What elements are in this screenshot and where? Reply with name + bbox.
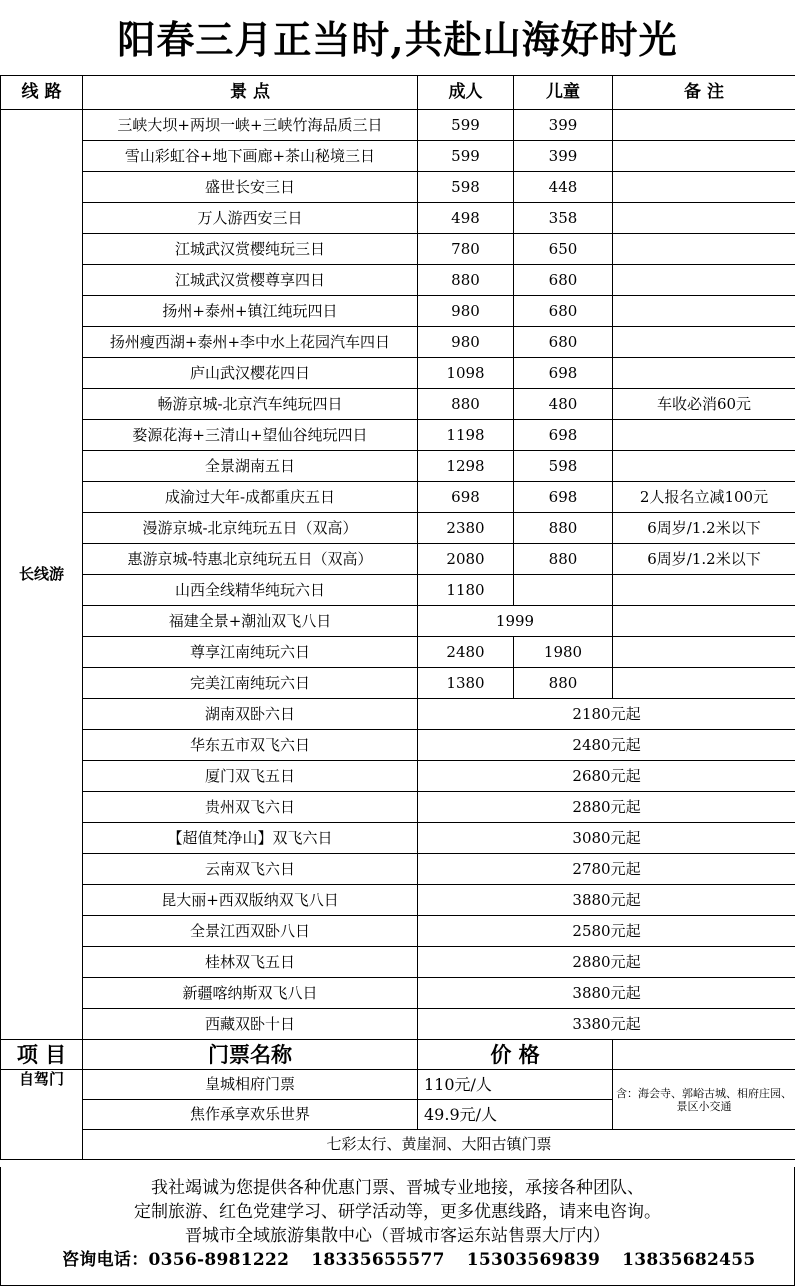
table-row <box>1 916 795 947</box>
table-row <box>1 792 795 823</box>
adult-price: 880 <box>418 389 514 420</box>
starting-price: 3380元起 <box>418 1009 795 1040</box>
child-price: 698 <box>514 482 613 513</box>
ticket-name: 皇城相府门票 <box>83 1070 418 1100</box>
adult-price: 599 <box>418 141 514 172</box>
route-name: 漫游京城-北京纯玩五日（双高） <box>83 513 418 544</box>
route-name: 华东五市双飞六日 <box>83 730 418 761</box>
child-price: 680 <box>514 265 613 296</box>
route-name: 桂林双飞五日 <box>83 947 418 978</box>
route-name: 扬州+泰州+镇江纯玩四日 <box>83 296 418 327</box>
child-price: 399 <box>514 110 613 141</box>
table-row <box>1 513 795 544</box>
route-name: 湖南双卧六日 <box>83 699 418 730</box>
table-row <box>1 327 795 358</box>
header-spot: 景 点 <box>83 76 418 110</box>
child-price: 1980 <box>514 637 613 668</box>
starting-price: 2880元起 <box>418 947 795 978</box>
route-name: 江城武汉赏樱尊享四日 <box>83 265 418 296</box>
route-note: 6周岁/1.2米以下 <box>613 544 795 575</box>
phone-number[interactable]: 15303569839 <box>466 1250 601 1270</box>
route-note <box>613 668 795 699</box>
table-row <box>1 234 795 265</box>
adult-price: 598 <box>418 172 514 203</box>
route-note <box>613 296 795 327</box>
route-note: 车收必消60元 <box>613 389 795 420</box>
phone-number[interactable]: 18335655577 <box>311 1250 445 1270</box>
child-price: 680 <box>514 327 613 358</box>
child-price: 880 <box>514 513 613 544</box>
route-note <box>613 575 795 606</box>
route-note <box>613 606 795 637</box>
table-row <box>1 668 795 699</box>
route-name: 全景湖南五日 <box>83 451 418 482</box>
table-row <box>1 110 795 141</box>
phone-number[interactable]: 13835682455 <box>622 1250 756 1270</box>
route-name: 万人游西安三日 <box>83 203 418 234</box>
route-name: 庐山武汉樱花四日 <box>83 358 418 389</box>
category-self-drive: 自驾门 <box>1 1070 83 1160</box>
adult-price: 1198 <box>418 420 514 451</box>
child-price <box>514 575 613 606</box>
child-price: 880 <box>514 668 613 699</box>
table-row <box>1 947 795 978</box>
route-note <box>613 637 795 668</box>
table-row <box>1 854 795 885</box>
starting-price: 2480元起 <box>418 730 795 761</box>
route-name: 三峡大坝+两坝一峡+三峡竹海品质三日 <box>83 110 418 141</box>
route-name: 厦门双飞五日 <box>83 761 418 792</box>
footer-line-2: 定制旅游、红色党建学习、研学活动等，更多优惠线路，请来电咨询。 <box>134 1202 661 1222</box>
child-price: 680 <box>514 296 613 327</box>
route-note <box>613 327 795 358</box>
phone-number[interactable]: 0356-8981222 <box>148 1250 290 1270</box>
route-name: 雪山彩虹谷+地下画廊+茶山秘境三日 <box>83 141 418 172</box>
table-row <box>1 575 795 606</box>
child-price: 480 <box>514 389 613 420</box>
tickets-header-name: 门票名称 <box>83 1040 418 1070</box>
table-row <box>1 482 795 513</box>
combined-price: 1999 <box>418 606 613 637</box>
route-note <box>613 265 795 296</box>
starting-price: 2580元起 <box>418 916 795 947</box>
table-row <box>1 637 795 668</box>
adult-price: 780 <box>418 234 514 265</box>
route-name: 江城武汉赏樱纯玩三日 <box>83 234 418 265</box>
route-name: 惠游京城-特惠北京纯玩五日（双高） <box>83 544 418 575</box>
route-note <box>613 420 795 451</box>
adult-price: 2380 <box>418 513 514 544</box>
tickets-header-price: 价 格 <box>418 1040 613 1070</box>
child-price: 448 <box>514 172 613 203</box>
route-name: 新疆喀纳斯双飞八日 <box>83 978 418 1009</box>
adult-price: 1298 <box>418 451 514 482</box>
starting-price: 2880元起 <box>418 792 795 823</box>
footer-line-1: 我社竭诚为您提供各种优惠门票、晋城专业地接，承接各种团队、 <box>151 1178 644 1198</box>
starting-price: 2680元起 <box>418 761 795 792</box>
route-note <box>613 451 795 482</box>
starting-price: 3880元起 <box>418 885 795 916</box>
route-name: 婺源花海+三清山+望仙谷纯玩四日 <box>83 420 418 451</box>
child-price: 650 <box>514 234 613 265</box>
route-note: 6周岁/1.2米以下 <box>613 513 795 544</box>
adult-price: 498 <box>418 203 514 234</box>
table-row <box>1 420 795 451</box>
route-name: 西藏双卧十日 <box>83 1009 418 1040</box>
header-route: 线 路 <box>1 76 83 110</box>
ticket-row <box>1 1130 795 1160</box>
tickets-header-item: 项 目 <box>1 1040 83 1070</box>
table-row <box>1 606 795 637</box>
tickets-header-row <box>1 1040 795 1070</box>
starting-price: 2180元起 <box>418 699 795 730</box>
starting-price: 3880元起 <box>418 978 795 1009</box>
table-row <box>1 885 795 916</box>
route-name: 【超值梵净山】双飞六日 <box>83 823 418 854</box>
adult-price: 880 <box>418 265 514 296</box>
adult-price: 1380 <box>418 668 514 699</box>
route-name: 贵州双飞六日 <box>83 792 418 823</box>
table-row <box>1 265 795 296</box>
adult-price: 698 <box>418 482 514 513</box>
ticket-name: 焦作承享欢乐世界 <box>83 1100 418 1130</box>
table-row <box>1 203 795 234</box>
starting-price: 3080元起 <box>418 823 795 854</box>
adult-price: 599 <box>418 110 514 141</box>
route-name: 福建全景+潮汕双飞八日 <box>83 606 418 637</box>
adult-price: 1180 <box>418 575 514 606</box>
table-row <box>1 761 795 792</box>
page-title: 阳春三月正当时,共赴山海好时光 <box>117 17 678 62</box>
route-note: 2人报名立减100元 <box>613 482 795 513</box>
table-row <box>1 141 795 172</box>
adult-price: 980 <box>418 296 514 327</box>
adult-price: 2480 <box>418 637 514 668</box>
table-row <box>1 544 795 575</box>
ticket-price: 110元/人 <box>418 1070 613 1100</box>
table-row <box>1 451 795 482</box>
adult-price: 1098 <box>418 358 514 389</box>
child-price: 399 <box>514 141 613 172</box>
phone-label: 咨询电话： <box>62 1250 149 1270</box>
table-row <box>1 978 795 1009</box>
table-row <box>1 389 795 420</box>
route-name: 尊享江南纯玩六日 <box>83 637 418 668</box>
route-name: 畅游京城-北京汽车纯玩四日 <box>83 389 418 420</box>
header-note: 备 注 <box>613 76 795 110</box>
ticket-row <box>1 1070 795 1100</box>
route-note <box>613 358 795 389</box>
table-row <box>1 172 795 203</box>
footer-info <box>0 1167 795 1286</box>
child-price: 598 <box>514 451 613 482</box>
price-table <box>0 75 795 1160</box>
route-note <box>613 234 795 265</box>
table-row <box>1 358 795 389</box>
ticket-more: 七彩太行、黄崖洞、大阳古镇门票 <box>83 1130 795 1160</box>
adult-price: 2080 <box>418 544 514 575</box>
starting-price: 2780元起 <box>418 854 795 885</box>
table-row <box>1 1009 795 1040</box>
table-row <box>1 730 795 761</box>
route-name: 云南双飞六日 <box>83 854 418 885</box>
route-name: 全景江西双卧八日 <box>83 916 418 947</box>
route-name: 山西全线精华纯玩六日 <box>83 575 418 606</box>
ticket-note: 含：海会寺、郭峪古城、相府庄园、景区小交通 <box>613 1070 795 1130</box>
table-header-row <box>1 76 795 110</box>
route-name: 盛世长安三日 <box>83 172 418 203</box>
table-row <box>1 823 795 854</box>
footer-line-3: 晋城市全域旅游集散中心（晋城市客运东站售票大厅内） <box>185 1226 610 1246</box>
route-name: 成渝过大年-成都重庆五日 <box>83 482 418 513</box>
route-name: 完美江南纯玩六日 <box>83 668 418 699</box>
footer-phone-line <box>1 1248 794 1272</box>
category-long-trip: 长线游 <box>1 110 83 1040</box>
child-price: 358 <box>514 203 613 234</box>
header-child: 儿童 <box>514 76 613 110</box>
route-note <box>613 110 795 141</box>
child-price: 880 <box>514 544 613 575</box>
route-name: 昆大丽+西双版纳双飞八日 <box>83 885 418 916</box>
table-row <box>1 296 795 327</box>
route-note <box>613 141 795 172</box>
table-row <box>1 699 795 730</box>
header-adult: 成人 <box>418 76 514 110</box>
route-note <box>613 203 795 234</box>
route-name: 扬州瘦西湖+泰州+李中水上花园汽车四日 <box>83 327 418 358</box>
child-price: 698 <box>514 420 613 451</box>
adult-price: 980 <box>418 327 514 358</box>
child-price: 698 <box>514 358 613 389</box>
tickets-header-note <box>613 1040 795 1070</box>
route-note <box>613 172 795 203</box>
ticket-price: 49.9元/人 <box>418 1100 613 1130</box>
